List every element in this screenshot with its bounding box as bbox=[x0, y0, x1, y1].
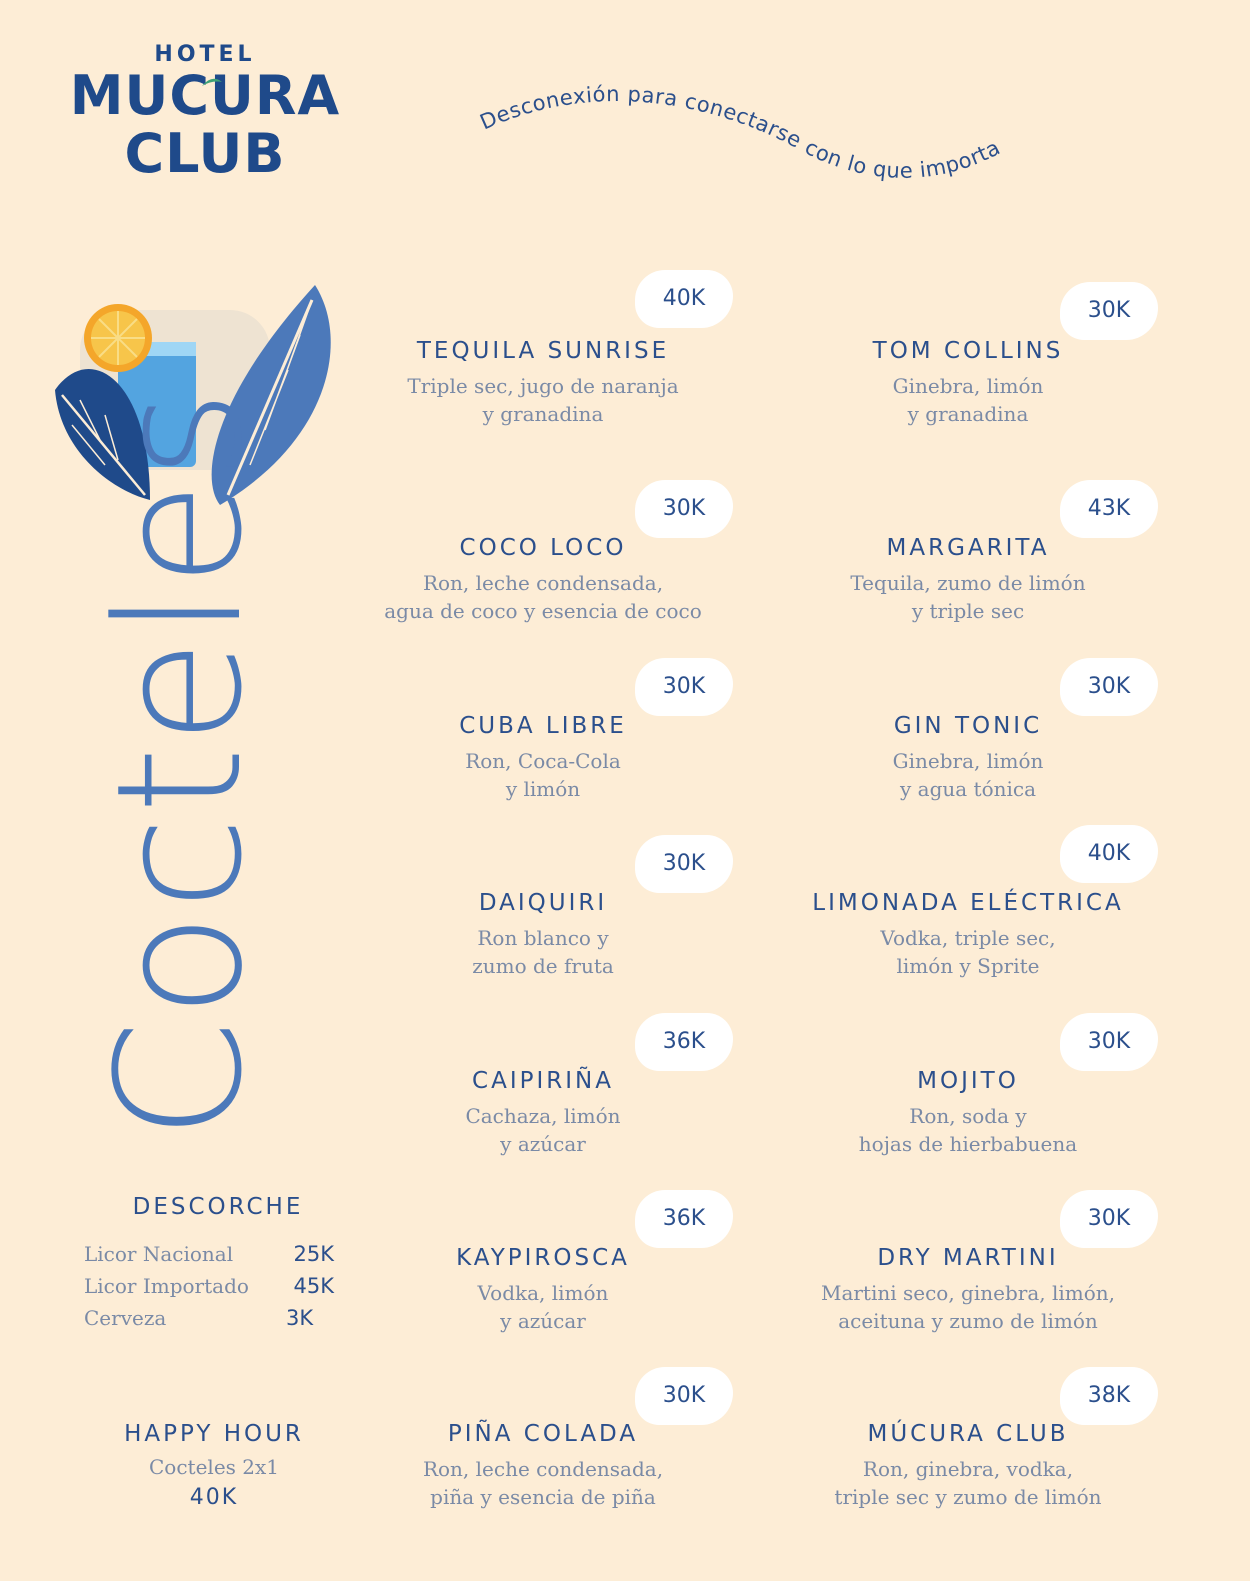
item-name: DRY MARTINI bbox=[877, 1245, 1059, 1271]
item-desc-line2: zumo de fruta bbox=[472, 954, 614, 978]
descorche-row bbox=[84, 1238, 334, 1270]
happy-hour-title: HAPPY HOUR bbox=[124, 1421, 304, 1447]
price-tag: 43K bbox=[1060, 480, 1158, 538]
item-desc-line1: Ron, leche condensada, bbox=[422, 571, 664, 595]
item-desc-line2: piña y esencia de piña bbox=[430, 1485, 656, 1509]
item-desc-line2: y granadina bbox=[907, 402, 1029, 426]
item-desc-line2: triple sec y zumo de limón bbox=[834, 1485, 1102, 1509]
item-desc-line2: y limón bbox=[505, 777, 581, 801]
price-tag: 30K bbox=[635, 480, 733, 538]
price-tag: 36K bbox=[635, 1190, 733, 1248]
item-desc-line2: y azúcar bbox=[500, 1132, 586, 1156]
descorche-label: Licor Nacional bbox=[84, 1242, 234, 1266]
menu-item bbox=[778, 713, 1158, 803]
descorche-label: Cerveza bbox=[84, 1306, 167, 1330]
price-tag: 40K bbox=[635, 270, 733, 328]
menu-item bbox=[353, 1245, 733, 1335]
svg-text:Desconexión para conectarse co bbox=[476, 82, 1004, 183]
price-tag: 30K bbox=[1060, 1013, 1158, 1071]
price-tag: 40K bbox=[1060, 825, 1158, 883]
descorche-value: 45K bbox=[293, 1274, 334, 1298]
descorche-row bbox=[84, 1302, 334, 1334]
item-desc-line2: y azúcar bbox=[500, 1309, 586, 1333]
item-desc-line1: Ron, soda y bbox=[909, 1104, 1027, 1128]
menu-item bbox=[353, 338, 733, 428]
item-name: COCO LOCO bbox=[459, 535, 627, 561]
happy-hour-price: 40K bbox=[189, 1485, 239, 1510]
descorche-label: Licor Importado bbox=[84, 1274, 249, 1298]
menu-item bbox=[353, 1421, 733, 1511]
price-tag: 30K bbox=[1060, 282, 1158, 340]
item-name: DAIQUIRI bbox=[478, 890, 608, 916]
price-tag: 30K bbox=[635, 835, 733, 893]
item-desc-line1: Ginebra, limón bbox=[892, 749, 1044, 773]
tagline-text: Desconexión para conectarse con lo que importa bbox=[476, 81, 1005, 183]
item-name: MOJITO bbox=[917, 1068, 1019, 1094]
menu-item bbox=[353, 1068, 733, 1158]
item-desc-line1: Triple sec, jugo de naranja bbox=[407, 374, 679, 398]
item-desc-line1: Ron, ginebra, vodka, bbox=[862, 1457, 1074, 1481]
menu-item bbox=[353, 535, 733, 625]
item-desc-line1: Cachaza, limón bbox=[465, 1104, 621, 1128]
leaf-accent-icon bbox=[200, 76, 224, 88]
descorche-section bbox=[84, 1194, 344, 1334]
item-name: MÚCURA CLUB bbox=[867, 1421, 1069, 1447]
item-desc-line1: Ron, leche condensada, bbox=[422, 1457, 664, 1481]
item-desc-line1: Ron blanco y bbox=[477, 926, 609, 950]
menu-item bbox=[778, 1245, 1158, 1335]
item-name: CAIPIRIÑA bbox=[472, 1068, 614, 1094]
menu-item bbox=[778, 535, 1158, 625]
tagline bbox=[470, 70, 1070, 200]
item-desc-line2: agua de coco y esencia de coco bbox=[384, 599, 702, 623]
brand-hotel-label: HOTEL bbox=[154, 42, 256, 67]
menu-item bbox=[353, 713, 733, 803]
item-desc-line2: hojas de hierbabuena bbox=[858, 1132, 1078, 1156]
menu-item bbox=[778, 1068, 1158, 1158]
item-desc-line1: Vodka, limón bbox=[477, 1281, 609, 1305]
menu-item bbox=[778, 1421, 1158, 1511]
price-tag: 38K bbox=[1060, 1367, 1158, 1425]
item-desc-line2: aceituna y zumo de limón bbox=[838, 1309, 1098, 1333]
item-desc-line2: limón y Sprite bbox=[896, 954, 1040, 978]
menu-item bbox=[778, 338, 1158, 428]
menu-item bbox=[773, 890, 1163, 980]
item-desc-line1: Ron, Coca-Cola bbox=[465, 749, 621, 773]
brand-name-line1: MUCURA bbox=[69, 64, 341, 127]
descorche-value: 25K bbox=[293, 1242, 334, 1266]
price-tag: 30K bbox=[1060, 1190, 1158, 1248]
item-desc-line1: Martini seco, ginebra, limón, bbox=[820, 1281, 1116, 1305]
descorche-row bbox=[84, 1270, 334, 1302]
menu-item bbox=[353, 890, 733, 980]
happy-hour-desc: Cocteles 2x1 bbox=[149, 1455, 279, 1479]
price-tag: 30K bbox=[635, 1367, 733, 1425]
section-title-cocteles: Cocteles bbox=[79, 387, 280, 1140]
item-name: GIN TONIC bbox=[893, 713, 1043, 739]
item-desc-line2: y agua tónica bbox=[899, 777, 1037, 801]
item-desc-line1: Tequila, zumo de limón bbox=[850, 571, 1086, 595]
brand-name-line2: CLUB bbox=[124, 122, 286, 185]
item-name: LIMONADA ELÉCTRICA bbox=[812, 890, 1124, 916]
descorche-title: DESCORCHE bbox=[132, 1194, 304, 1220]
price-tag: 30K bbox=[635, 658, 733, 716]
price-tag: 30K bbox=[1060, 658, 1158, 716]
item-desc-line2: y granadina bbox=[482, 402, 604, 426]
item-name: KAYPIROSCA bbox=[456, 1245, 630, 1271]
item-name: TOM COLLINS bbox=[872, 338, 1064, 364]
item-name: CUBA LIBRE bbox=[459, 713, 627, 739]
item-desc-line1: Vodka, triple sec, bbox=[880, 926, 1056, 950]
item-desc-line1: Ginebra, limón bbox=[892, 374, 1044, 398]
item-name: TEQUILA SUNRISE bbox=[416, 338, 670, 364]
item-desc-line2: y triple sec bbox=[911, 599, 1025, 623]
descorche-value: 3K bbox=[286, 1306, 314, 1330]
item-name: PIÑA COLADA bbox=[447, 1421, 639, 1447]
brand-logo bbox=[60, 42, 350, 183]
item-name: MARGARITA bbox=[886, 535, 1050, 561]
price-tag: 36K bbox=[635, 1013, 733, 1071]
happy-hour-section bbox=[84, 1421, 344, 1510]
